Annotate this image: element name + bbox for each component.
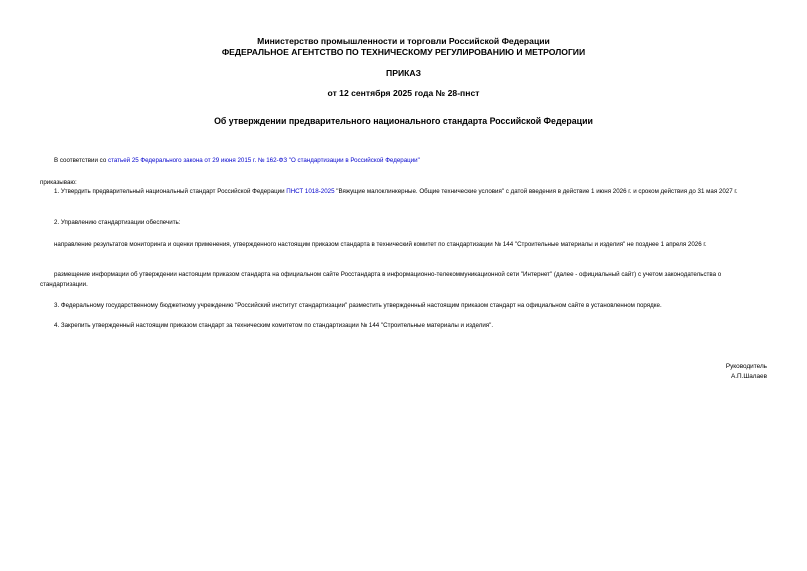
- ministry-title: Министерство промышленности и торговли Российской Федерации: [257, 36, 550, 46]
- document-date-number: от 12 сентября 2025 года № 28-пнст: [327, 88, 480, 98]
- item-4-paragraph: 4. Закрепить утвержденный настоящим приказом стандарт за техническим комитетом по стандартизации № 144 "Строительные материалы и изделия".: [54, 322, 494, 329]
- item-1-suffix: "Вяжущие малоклинкерные. Общие технические условия" с датой введения в действие 1 июня 2026 г. и сроком действия до 31 мая 2027 г.: [334, 188, 738, 195]
- standard-link[interactable]: ПНСТ 1018-2025: [286, 188, 335, 195]
- signer-name: А.П.Шалаев: [730, 373, 767, 380]
- signer-position: Руководитель: [725, 363, 767, 370]
- agency-title: ФЕДЕРАЛЬНОЕ АГЕНТСТВО ПО ТЕХНИЧЕСКОМУ РЕГУЛИРОВАНИЮ И МЕТРОЛОГИИ: [221, 47, 586, 57]
- item-2-subparagraph-publication: размещение информации об утверждении настоящим приказом стандарта на официальном сайте Росстандарта в информационно-телекоммуникационной сети "Интернет" (далее - официальный сайт) с учетом законодательства о стандартизации.: [40, 271, 722, 288]
- signature-block: [726, 362, 767, 382]
- legal-basis-paragraph: [40, 156, 767, 166]
- legal-basis-prefix: В соответствии со: [54, 157, 108, 164]
- federal-law-link[interactable]: статьей 25 Федерального закона от 29 июня 2015 г. № 162-ФЗ "О стандартизации в Российской Федерации": [107, 157, 420, 164]
- item-1-prefix: 1. Утвердить предварительный национальный стандарт Российской Федерации: [54, 188, 287, 195]
- document-subject: Об утверждении предварительного национального стандарта Российской Федерации: [214, 116, 593, 126]
- item-2-subparagraph-monitoring: направление результатов мониторинга и оценки применения, утвержденного настоящим приказом стандарта в технический комитет по стандартизации № 144 "Строительные материалы и изделия" не позднее 1 апреля 2026 г.: [54, 241, 707, 248]
- item-3-paragraph: 3. Федеральному государственному бюджетному учреждению "Российский институт стандартизации" разместить утвержденный настоящим приказом стандарт на официальном сайте в установленном порядке.: [54, 302, 662, 309]
- item-1-paragraph: [40, 187, 767, 197]
- orders-word: приказываю:: [40, 179, 77, 186]
- document-type: ПРИКАЗ: [386, 68, 421, 78]
- item-2-paragraph: 2. Управлению стандартизации обеспечить:: [54, 219, 181, 226]
